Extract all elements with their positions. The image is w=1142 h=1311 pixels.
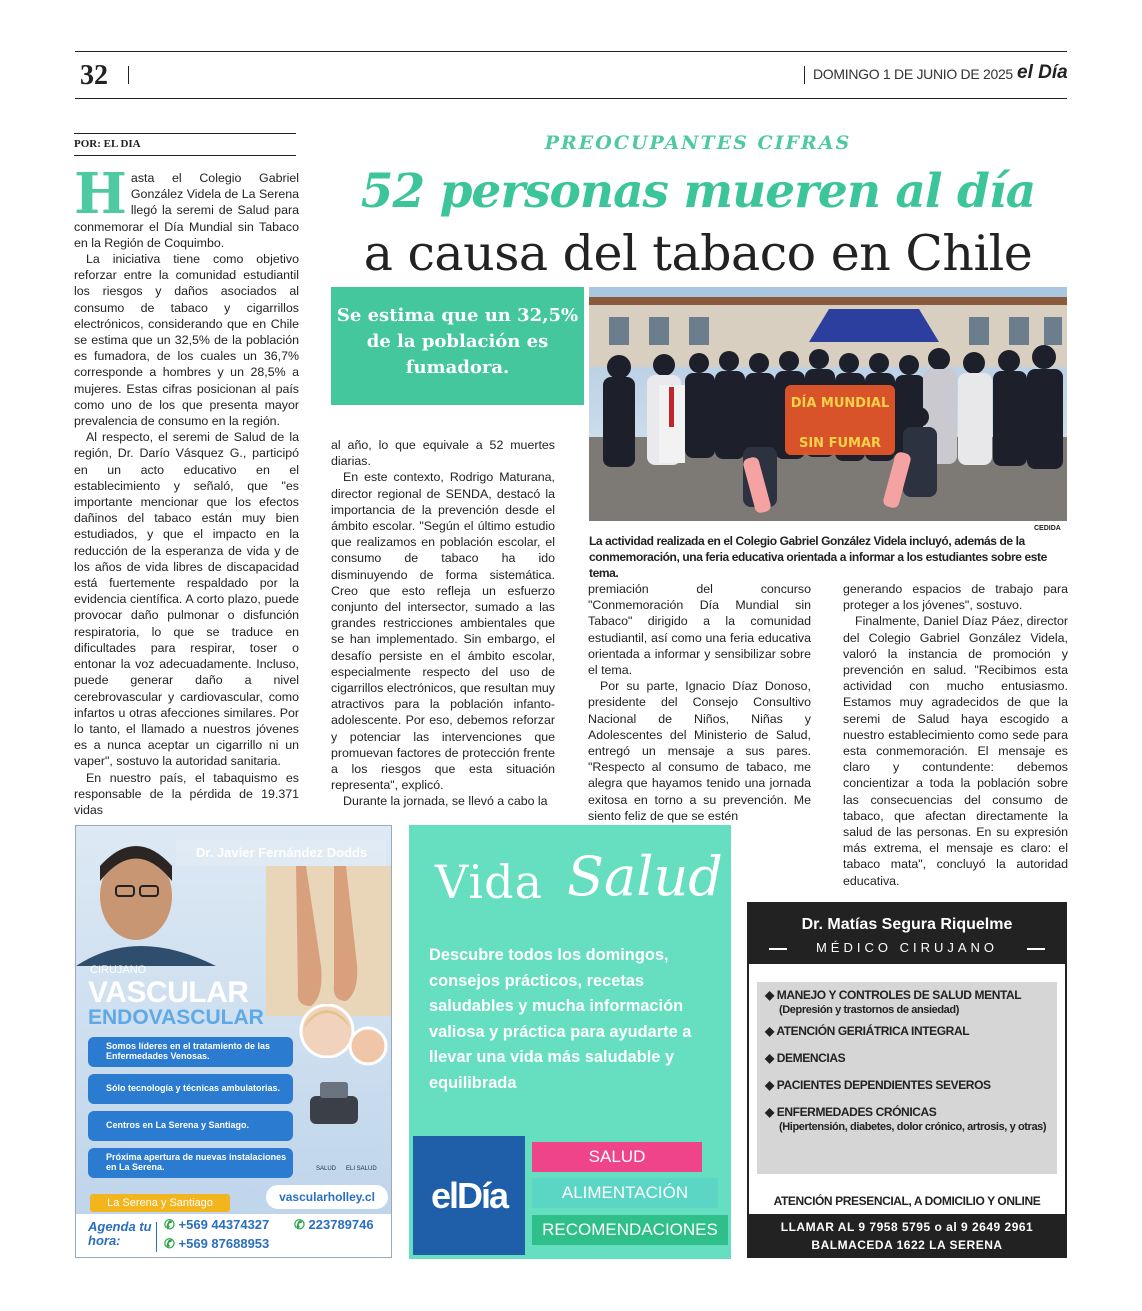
paragraph: premiación del concurso "Conmemoración Día Mundial sin Tabaco" dirigido a la comunidad estudiantil, así como una feria educativa orientada a informar y sensibilizar sobre el tema. — [588, 582, 811, 678]
paragraph: al año, lo que equivale a 52 muertes diarias. — [331, 438, 555, 469]
whatsapp-icon: ✆ — [164, 1236, 175, 1251]
top-rule — [75, 51, 1067, 52]
doctor-title-line-right — [1027, 948, 1045, 950]
vida-title: Vida — [435, 855, 543, 909]
partner-logo: SALUD — [316, 1166, 337, 1172]
bullet-item — [88, 1037, 293, 1067]
service-item — [765, 1078, 1049, 1093]
paragraph: En este contexto, Rodrigo Maturana, director regional de SENDA, destacó la importancia de la prevención desde el ámbito escolar. "Según el último estudio que realizamos en población escolar, el consumo de tabaco ha ido disminuyendo de forma sistemática. Creo que esto refleja un esfuerzo conjunto del intersector, sumado a las grandes restricciones ambientales que se han implementado. Sin embargo, el desafío persiste en el ámbito escolar, especialmente respecto del uso de cigarrillos electrónicos, que resultan muy atractivos para la población infanto-adolescente. Por eso, debemos reforzar y potenciar las intervenciones que promuevan factores de protección frente a los riesgos que esta situación representa", explicó. — [331, 470, 555, 793]
service-item — [765, 1051, 1049, 1066]
bullet-icon: ◆ — [765, 1105, 774, 1119]
phone-text: +569 44374327 — [178, 1217, 270, 1232]
kicker: PREOCUPANTES CIFRAS — [544, 132, 852, 154]
attention-modes: ATENCIÓN PRESENCIAL, A DOMICILIO Y ONLINE — [773, 1194, 1041, 1208]
service-main: MANEJO Y CONTROLES DE SALUD MENTAL — [776, 988, 1022, 1002]
doctor-portrait — [76, 826, 276, 966]
page-number-divider — [128, 66, 129, 84]
page-number: 32 — [80, 60, 108, 91]
article-column-1 — [74, 161, 299, 818]
photo-credit: CEDIDA — [1034, 525, 1061, 532]
phone-3[interactable] — [164, 1236, 269, 1252]
article-column-3 — [588, 581, 811, 824]
doctor-name: Dr. Javier Fernández Dodds — [196, 845, 368, 860]
phone-icon: ✆ — [294, 1217, 305, 1232]
whatsapp-icon: ✆ — [164, 1217, 175, 1232]
eldia-logo-text: elDía — [430, 1175, 508, 1216]
service-main: ATENCIÓN GERIÁTRICA INTEGRAL — [776, 1024, 970, 1038]
bullet-text: Próxima apertura de nuevas instalaciones en La Serena. — [106, 1152, 287, 1172]
specialty-sub: ENDOVASCULAR — [88, 1006, 264, 1029]
bullet-item — [88, 1148, 293, 1178]
dropcap: H — [74, 161, 127, 227]
specialty-small: CIRUJANO — [90, 964, 147, 976]
photo-sign-line-1: DÍA MUNDIAL — [790, 396, 890, 411]
phone-text: +569 87688953 — [178, 1236, 270, 1251]
specialty-big: VASCULAR — [88, 976, 249, 1009]
tag-salud: SALUD — [532, 1142, 702, 1172]
bullet-icon: ◆ — [765, 1078, 774, 1092]
paragraph: generando espacios de trabajo para proteger a los jóvenes", sostuvo. — [843, 582, 1068, 613]
eldia-logo — [413, 1136, 525, 1255]
phone-2[interactable] — [294, 1217, 374, 1233]
service-main: ENFERMEDADES CRÓNICAS — [776, 1105, 937, 1119]
location-badge: La Serena y Santiago — [90, 1194, 230, 1212]
contact-divider — [156, 1222, 157, 1252]
vida-salud-ad[interactable] — [409, 825, 731, 1259]
article-photo — [589, 287, 1067, 521]
students-group-photo — [589, 287, 1067, 521]
date-divider — [804, 66, 805, 84]
bullet-icon: ◆ — [765, 1024, 774, 1038]
bullet-item — [88, 1074, 293, 1104]
service-main: DEMENCIAS — [776, 1051, 846, 1065]
vida-body: Descubre todos los domingos, consejos prácticos, recetas saludables y mucha información valiosa y práctica para ayudarte a llevar una vida más saludable y equilibrada — [429, 946, 692, 1092]
phone-1[interactable] — [164, 1217, 269, 1233]
service-item — [765, 988, 1049, 1018]
paragraph: Finalmente, Daniel Díaz Páez, director del Colegio Gabriel González Videla, valoró la instancia de promoción y prevención en salud. "Recibimos esta actividad con mucho entusiasmo. Estamos muy agradecidos de que la seremi de Salud haya escogido a nuestro establecimiento como sede para esta conmemoración. El mensaje es claro y contundente: debemos concientizar a toda la población sobre las consecuencias del consumo de tabaco, que afectan directamente la salud de las personas. En su expresión más extrema, el mensaje es claro: el tabaco mata", concluyó la autoridad educativa. — [843, 614, 1068, 888]
doctor-ad[interactable] — [747, 902, 1067, 1258]
salud-script: Salud — [567, 845, 723, 908]
article-column-2 — [331, 437, 555, 810]
headline-line-2: a causa del tabaco en Chile — [363, 225, 1033, 282]
services-box — [757, 982, 1057, 1174]
address: BALMACEDA 1622 LA SERENA — [811, 1238, 1003, 1252]
paragraph: Al respecto, el seremi de Salud de la región, Dr. Darío Vásquez G., participó en un acto educativo en el establecimiento y señaló, que "es importante mencionar que los efectos dañinos del tabaco están muy bien estudiados, y que el impacto en la reducción de la esperanza de vida y de los años de vida libres de discapacidad está fuertemente respaldado por la evidencia científica. A corto plazo, puede provocar daño pulmonar o disfunción respiratoria, lo que se traduce en dificultades para respirar, toser o entonar la voz adecuadamente. Incluso, puede generar daño a nivel cerebrovascular y cardiovascular, como infartos u otras afecciones similares. Por lo tanto, el llamado a nuestros jóvenes es a nunca aceptar un cigarrillo ni un vaper", sostuvo la autoridad sanitaria. — [74, 430, 299, 769]
agenda-label: Agenda tu hora: — [88, 1219, 152, 1248]
issue-date: DOMINGO 1 DE JUNIO DE 2025 — [813, 66, 1013, 82]
medical-device-icon — [304, 1076, 364, 1136]
photo-caption: La actividad realizada en el Colegio Gabriel González Videla incluyó, además de la conmemoración, una feria educativa orientada a informar a los estudiantes sobre este tema. — [589, 534, 1047, 580]
paragraph: Durante la jornada, se llevó a cabo la — [343, 794, 548, 809]
tag-recomendaciones: RECOMENDACIONES — [532, 1215, 728, 1245]
service-item — [765, 1024, 1049, 1039]
header-bottom-rule — [75, 98, 1067, 99]
paragraph: En nuestro país, el tabaquismo es responsable de la pérdida de 19.371 vidas — [74, 770, 299, 817]
service-sub: (Hipertensión, diabetes, dolor crónico, artrosis, y otras) — [779, 1121, 1047, 1133]
newspaper-brand: el Día — [1017, 62, 1068, 83]
tag-alimentacion: ALIMENTACIÓN — [532, 1178, 718, 1208]
bullet-text: Somos líderes en el tratamiento de las Enfermedades Venosas. — [106, 1041, 271, 1061]
doctor-header — [749, 904, 1065, 964]
website-link[interactable]: vascularholley.cl — [266, 1185, 388, 1209]
phone-text: 223789746 — [308, 1217, 374, 1232]
headline-line-1: 52 personas mueren al día — [360, 164, 1036, 219]
paragraph: Por su parte, Ignacio Díaz Donoso, presidente del Consejo Consultivo Nacional de Niños, Niñas y Adolescentes del Ministerio de Salud, entregó un mensaje a sus pares. "Respecto al consumo de tabaco, me alegra que hayamos tenido una jornada exitosa en torno a su prevención. Me siento feliz de que se estén — [588, 679, 811, 823]
doctor-name: Dr. Matías Segura Riquelme — [801, 916, 1013, 933]
bullet-item — [88, 1111, 293, 1141]
photo-sign-line-2: SIN FUMAR — [798, 436, 882, 451]
vascular-surgeon-ad[interactable] — [75, 825, 392, 1258]
bullet-icon: ◆ — [765, 1051, 774, 1065]
byline-rule-bottom — [74, 155, 296, 156]
byline-rule — [74, 133, 296, 134]
article-column-4 — [843, 581, 1068, 889]
leg-treatment-icon — [348, 1026, 388, 1066]
call-numbers[interactable]: LLAMAR AL 9 7958 5795 o al 9 2649 2961 — [780, 1220, 1034, 1234]
paragraph: La iniciativa tiene como objetivo reforzar entre la comunidad estudiantil los riesgos y daños asociados al consumo de tabaco y cigarrillos electrónicos, considerando que en Chile se estima que un 32,5% de la población es fumadora, de los cuales un 36,7% corresponde a hombres y un 28,5% a mujeres. Estas cifras posicionan al país como uno de los que presenta mayor prevalencia de consumo en la región. — [74, 252, 299, 429]
partner-logo: ELI SALUD — [346, 1166, 377, 1172]
paragraph: asta el Colegio Gabriel González Videla de La Serena llegó la seremi de Salud para conmemorar el Día Mundial sin Tabaco en la Región de Coquimbo. — [74, 171, 299, 250]
bullet-text: Centros en La Serena y Santiago. — [106, 1120, 250, 1130]
bullet-text: Sólo tecnología y técnicas ambulatorias. — [106, 1083, 281, 1093]
feet-beach-illustration — [266, 866, 391, 1016]
service-main: PACIENTES DEPENDIENTES SEVEROS — [776, 1078, 991, 1092]
pull-quote: Se estima que un 32,5% de la población es fumadora. — [331, 287, 584, 405]
service-sub: (Depresión y trastornos de ansiedad) — [779, 1004, 959, 1016]
doctor-title: MÉDICO CIRUJANO — [815, 940, 999, 955]
bullet-icon: ◆ — [765, 988, 774, 1002]
byline: POR: EL DIA — [74, 138, 141, 150]
service-item — [765, 1105, 1049, 1135]
